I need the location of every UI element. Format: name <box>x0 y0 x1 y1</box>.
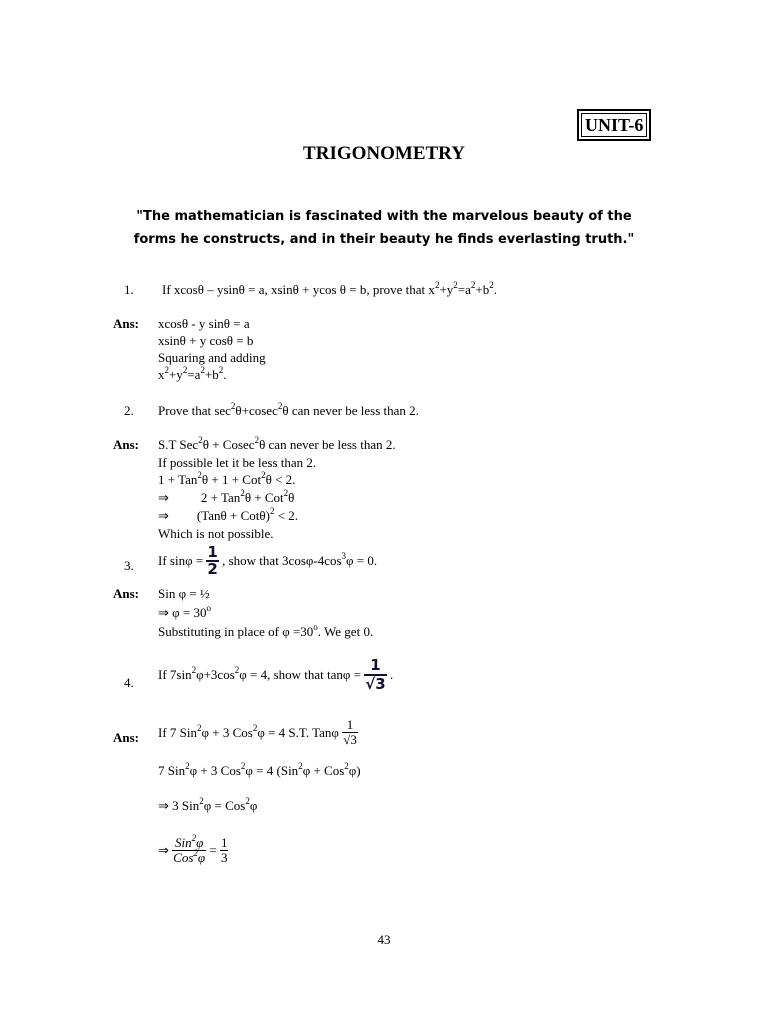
quote <box>0 205 768 251</box>
a1-line-4: $x^2+y^2=a^2+b^2$. <box>158 365 227 382</box>
a2-line-2: If possible let it be less than 2. <box>158 455 317 470</box>
q4-fraction: $\frac{1}{√3}$ <box>365 656 386 693</box>
q2-number: 2. <box>124 403 134 418</box>
page-number: 43 <box>377 932 391 947</box>
a1-line-3: Squaring and adding <box>158 350 266 365</box>
a4-result-fraction: $\frac{1}{3}$ <box>220 835 228 865</box>
a2-line-4: ⇒ 2 + Tan$^2$θ + Cot$^2$θ <box>158 488 295 505</box>
a2-label: Ans: <box>113 437 140 452</box>
a2-line-5: ⇒ $(Tan\theta + Cot\theta)^2 < 2$. <box>158 506 299 523</box>
a3-label: Ans: <box>113 586 140 601</box>
a1-line-1: xcosθ - y sinθ = a <box>158 316 250 331</box>
a4-label: Ans: <box>113 730 140 745</box>
a2-line-3: 1 + Tan$^2$θ + 1 + Cot$^2$θ < 2. <box>158 470 296 487</box>
a4-ratio-fraction: $\frac{Sin^2\varphi}{Cos^2\varphi}$ <box>173 833 206 865</box>
a4-fraction: $\frac{1}{√3}$ <box>343 717 357 747</box>
a4-line-4: ⇒ $\frac{Sin^2\varphi}{Cos^2\varphi}$ = $\frac{1}{3}$ <box>158 833 228 865</box>
a2-line-1: S.T Sec$^2$θ + Cosec$^2$θ can never be less than 2. <box>158 435 396 452</box>
a3-line-3: Substituting in place of $\varphi =30^o$. We get 0. <box>158 622 374 639</box>
quote-line-1: "The mathematician is fascinated with the marvelous beauty of the <box>136 209 632 224</box>
q1-text: If xcosθ – ysinθ = a, xsinθ + ycos θ = b, prove that $x^2+y^2=a^2+b^2$. <box>162 280 497 297</box>
q3-number: 3. <box>124 558 134 573</box>
unit-label: UNIT-6 <box>577 109 651 141</box>
page-title: TRIGONOMETRY <box>303 143 465 164</box>
a4-line-1: If 7 Sin$^2$φ + 3 Cos$^2$φ = 4 S.T. Tanφ $\frac{1}{√3}$ <box>158 717 357 747</box>
q2-text: Prove that $\sec^2\theta+cosec^2\theta$ can never be less than 2. <box>158 401 419 418</box>
a1-label: Ans: <box>113 316 140 331</box>
a2-line-6: Which is not possible. <box>158 526 274 541</box>
q1-number: 1. <box>124 282 134 297</box>
a4-line-2: 7 Sin$^2$φ + 3 Cos$^2$φ = 4 (Sin$^2$φ + Cos$^2$φ) <box>158 761 361 778</box>
q3-fraction: $\frac{1}{2}$ <box>207 543 218 578</box>
a3-line-2: ⇒ $\varphi = 30^o$ <box>158 603 211 620</box>
quote-line-2: forms he constructs, and in their beauty he finds everlasting truth." <box>133 232 635 247</box>
q3-text: If sinφ = $\frac{1}{2}$ , show that $3\cos\varphi-4\cos^3\varphi = 0$. <box>158 543 378 578</box>
a4-line-3: ⇒ 3 Sin$^2$φ = Cos$^2$φ <box>158 796 258 813</box>
a3-line-1: Sin φ = ½ <box>158 586 210 601</box>
q4-number: 4. <box>124 675 134 690</box>
q4-text: If $7\sin^2\varphi+3\cos^2\varphi = 4$, show that tanφ = $\frac{1}{√3}$ . <box>158 656 394 693</box>
a1-line-2: xsinθ + y cosθ = b <box>158 333 254 348</box>
